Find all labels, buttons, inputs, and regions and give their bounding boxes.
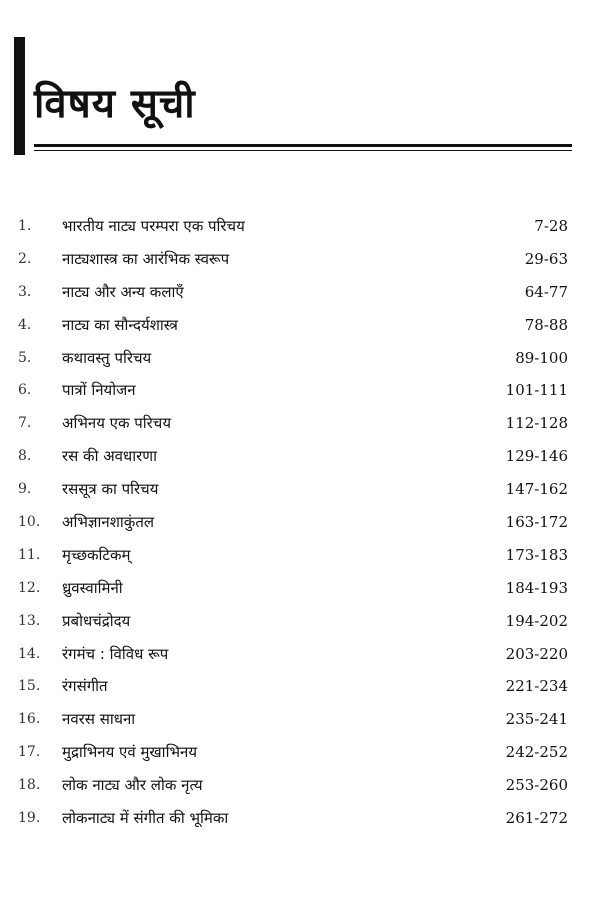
- entry-title: अभिनय एक परिचय: [62, 414, 172, 433]
- entry-title: नाट्यशास्त्र का आरंभिक स्वरूप: [62, 249, 230, 268]
- entry-pages: 203-220: [505, 644, 568, 663]
- entry-number: 18.: [18, 777, 41, 794]
- toc-entry[interactable]: [0, 643, 600, 676]
- toc-entry[interactable]: [0, 544, 600, 577]
- entry-number: 19.: [18, 810, 41, 827]
- entry-title: नाट्य और अन्य कलाएँ: [62, 282, 184, 301]
- entry-number: 9.: [18, 481, 32, 498]
- toc-entry[interactable]: [0, 445, 600, 478]
- page-title: विषय सूची: [34, 81, 196, 127]
- entry-title: मुद्राभिनय एवं मुखाभिनय: [62, 743, 198, 762]
- entry-number: 10.: [18, 514, 41, 531]
- toc-entry[interactable]: [0, 807, 600, 840]
- entry-number: 7.: [18, 415, 32, 432]
- entry-title: मृच्छकटिकम्: [62, 545, 131, 564]
- toc-entry[interactable]: [0, 347, 600, 380]
- entry-pages: 7-28: [534, 217, 568, 235]
- entry-pages: 194-202: [505, 611, 568, 630]
- entry-pages: 112-128: [505, 414, 568, 433]
- entry-pages: 101-111: [505, 381, 568, 400]
- entry-number: 12.: [18, 579, 41, 596]
- toc-entry[interactable]: [0, 412, 600, 445]
- entry-number: 13.: [18, 612, 41, 629]
- entry-pages: 163-172: [505, 513, 568, 532]
- entry-pages: 242-252: [505, 743, 568, 762]
- toc-entry[interactable]: [0, 314, 600, 347]
- entry-title: रस की अवधारणा: [62, 447, 157, 466]
- entry-title: लोक नाट्य और लोक नृत्य: [62, 776, 203, 795]
- entry-pages: 261-272: [505, 809, 568, 828]
- entry-title: नाट्य का सौन्दर्यशास्त्र: [62, 315, 178, 334]
- entry-number: 16.: [18, 711, 41, 728]
- entry-pages: 235-241: [505, 710, 568, 729]
- entry-pages: 129-146: [505, 447, 568, 466]
- title-accent-bar: [14, 37, 25, 155]
- entry-title: अभिज्ञानशाकुंतल: [62, 513, 155, 532]
- entry-title: रससूत्र का परिचय: [62, 480, 159, 499]
- toc-entry[interactable]: [0, 379, 600, 412]
- entry-title: पात्रों नियोजन: [62, 381, 136, 400]
- title-rule-thick: [34, 144, 572, 147]
- entry-number: 15.: [18, 678, 41, 695]
- toc-entry[interactable]: [0, 675, 600, 708]
- entry-pages: 64-77: [524, 282, 568, 301]
- entry-title: ध्रुवस्वामिनी: [62, 578, 123, 597]
- toc-entry[interactable]: [0, 741, 600, 774]
- toc-entry[interactable]: [0, 281, 600, 314]
- entry-pages: 89-100: [515, 348, 568, 367]
- entry-pages: 29-63: [524, 249, 568, 268]
- entry-pages: 184-193: [505, 578, 568, 597]
- toc-entry[interactable]: [0, 577, 600, 610]
- title-rule-thin: [34, 150, 572, 151]
- entry-number: 6.: [18, 382, 32, 399]
- entry-title: लोकनाट्य में संगीत की भूमिका: [62, 809, 229, 828]
- entry-title: रंगसंगीत: [62, 677, 108, 696]
- entry-number: 1.: [18, 218, 32, 234]
- entry-number: 3.: [18, 283, 32, 300]
- entry-title: कथावस्तु परिचय: [62, 348, 152, 367]
- toc-entry[interactable]: [0, 610, 600, 643]
- toc-entry[interactable]: [0, 215, 600, 248]
- entry-number: 5.: [18, 349, 32, 366]
- entry-pages: 147-162: [505, 480, 568, 499]
- toc-entry[interactable]: [0, 511, 600, 544]
- toc-entry[interactable]: [0, 774, 600, 807]
- entry-title: नवरस साधना: [62, 710, 136, 729]
- entry-number: 8.: [18, 448, 32, 465]
- entry-pages: 173-183: [505, 545, 568, 564]
- entry-number: 11.: [18, 546, 41, 563]
- toc-entry[interactable]: [0, 248, 600, 281]
- entry-number: 14.: [18, 645, 41, 662]
- entry-pages: 78-88: [524, 315, 568, 334]
- table-of-contents: [0, 215, 600, 840]
- entry-number: 17.: [18, 744, 41, 761]
- toc-entry[interactable]: [0, 478, 600, 511]
- entry-pages: 253-260: [505, 776, 568, 795]
- toc-entry[interactable]: [0, 708, 600, 741]
- entry-title: रंगमंच : विविध रूप: [62, 644, 169, 663]
- entry-pages: 221-234: [505, 677, 568, 696]
- entry-title: भारतीय नाट्य परम्परा एक परिचय: [62, 217, 245, 235]
- entry-title: प्रबोधचंद्रोदय: [62, 611, 131, 630]
- entry-number: 4.: [18, 316, 32, 333]
- entry-number: 2.: [18, 250, 32, 267]
